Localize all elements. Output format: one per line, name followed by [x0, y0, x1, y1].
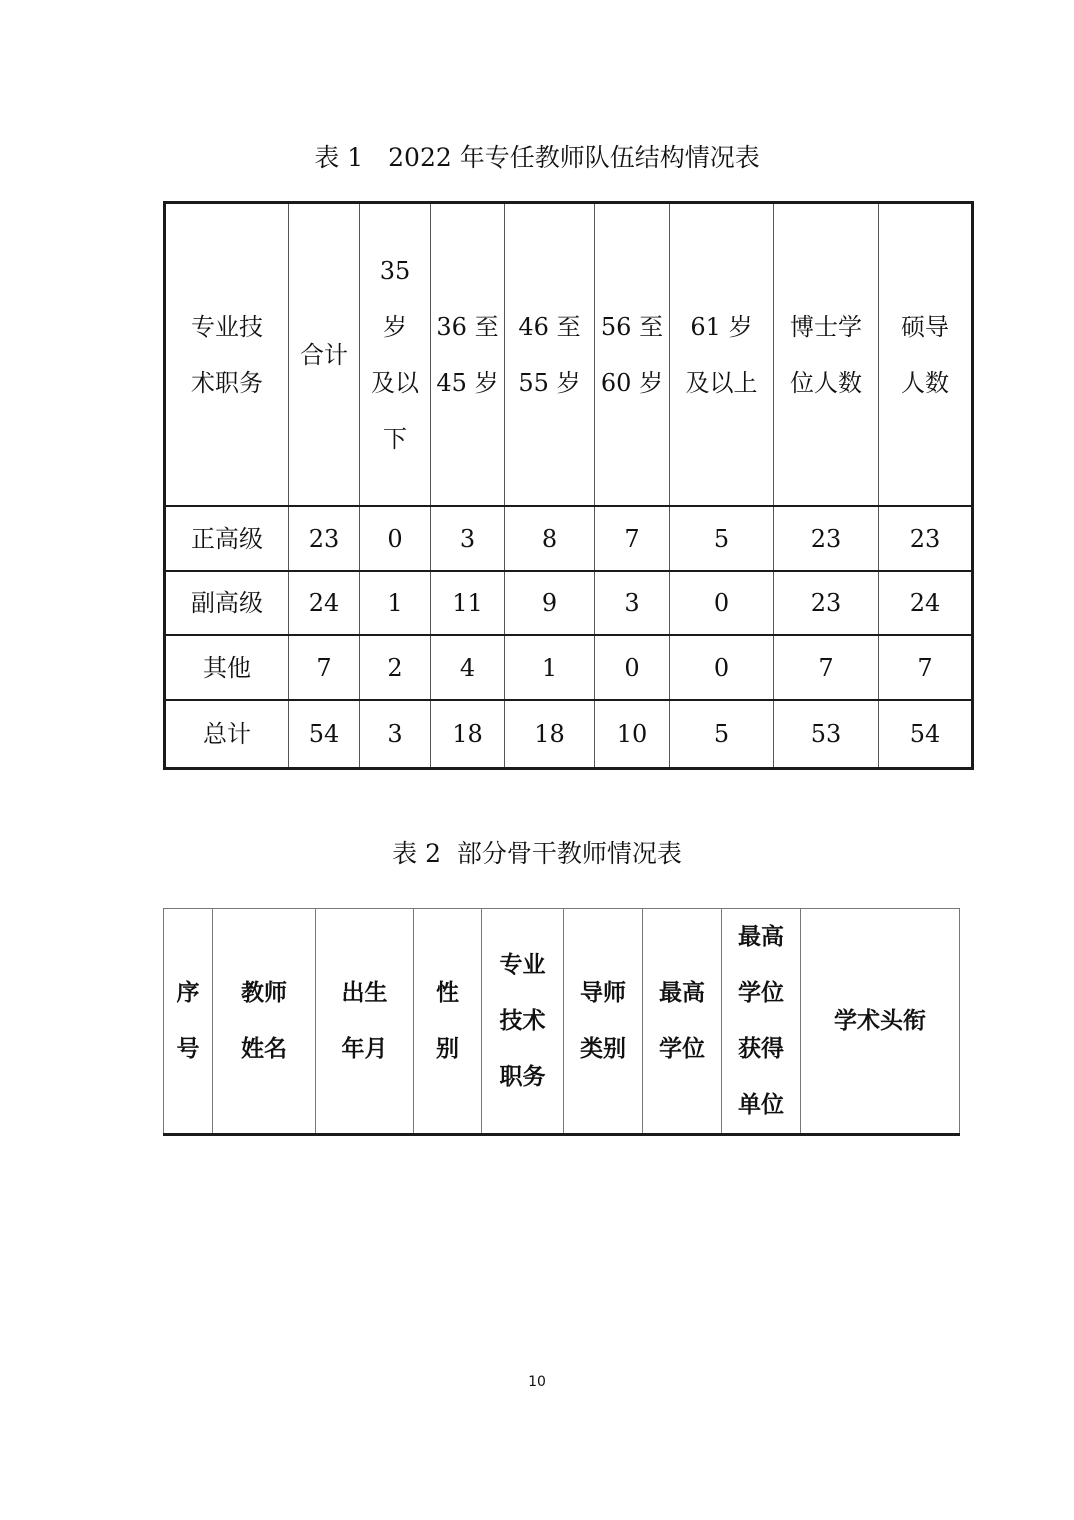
header-total: 合计: [289, 203, 360, 507]
table-cell: 5: [670, 700, 774, 769]
table2-caption: 表 2 部分骨干教师情况表: [392, 839, 682, 868]
table-cell: 7: [595, 506, 670, 571]
table-cell: 18: [431, 700, 505, 769]
table-cell: 54: [879, 700, 973, 769]
header-age-36-45: 36 至 45 岁: [431, 203, 505, 507]
table-cell: 5: [670, 506, 774, 571]
table-cell: 0: [670, 571, 774, 635]
table-cell: 24: [879, 571, 973, 635]
table-cell: 1: [505, 635, 595, 700]
row-label: 正高级: [165, 506, 289, 571]
table-cell: 11: [431, 571, 505, 635]
teacher-structure-table: [163, 201, 974, 770]
row-label: 其他: [165, 635, 289, 700]
header-professional-title: 专业 技术 职务: [482, 909, 564, 1135]
table-cell: 3: [360, 700, 431, 769]
header-index: 序 号: [164, 909, 213, 1135]
table-cell: 24: [289, 571, 360, 635]
table-row: [165, 506, 973, 571]
table-row: [165, 635, 973, 700]
table-cell: 8: [505, 506, 595, 571]
table-row: [165, 700, 973, 769]
table-cell: 7: [879, 635, 973, 700]
table-cell: 23: [289, 506, 360, 571]
row-label: 总计: [165, 700, 289, 769]
table-cell: 2: [360, 635, 431, 700]
table-row: [165, 571, 973, 635]
key-teachers-table: [163, 908, 960, 1136]
table-cell: 3: [595, 571, 670, 635]
header-highest-degree: 最高 学位: [643, 909, 722, 1135]
header-supervisor-type: 导师 类别: [564, 909, 643, 1135]
table-cell: 9: [505, 571, 595, 635]
header-age-46-55: 46 至 55 岁: [505, 203, 595, 507]
header-age-61-over: 61 岁 及以上: [670, 203, 774, 507]
header-title: 专业技 术职务: [165, 203, 289, 507]
header-gender: 性 别: [414, 909, 482, 1135]
table-cell: 0: [360, 506, 431, 571]
header-age-56-60: 56 至 60 岁: [595, 203, 670, 507]
table-cell: 3: [431, 506, 505, 571]
header-masters-supervisors: 硕导 人数: [879, 203, 973, 507]
header-degree-institution: 最高 学位 获得 单位: [722, 909, 801, 1135]
page-number: 10: [528, 1374, 546, 1390]
table-cell: 18: [505, 700, 595, 769]
table-cell: 10: [595, 700, 670, 769]
header-teacher-name: 教师 姓名: [213, 909, 316, 1135]
table-cell: 54: [289, 700, 360, 769]
table-cell: 4: [431, 635, 505, 700]
table1-header-row: [165, 203, 973, 507]
table-cell: 7: [289, 635, 360, 700]
table-cell: 53: [774, 700, 879, 769]
table-cell: 0: [595, 635, 670, 700]
table-cell: 1: [360, 571, 431, 635]
table2-header-row: [164, 909, 960, 1135]
header-doctorate: 博士学 位人数: [774, 203, 879, 507]
header-age-35-under: 35 岁 及以 下: [360, 203, 431, 507]
table-cell: 23: [879, 506, 973, 571]
row-label: 副高级: [165, 571, 289, 635]
table-cell: 7: [774, 635, 879, 700]
table1-caption: 表 1 2022 年专任教师队伍结构情况表: [314, 143, 760, 172]
table-cell: 23: [774, 571, 879, 635]
header-birth-date: 出生 年月: [316, 909, 414, 1135]
table-cell: 0: [670, 635, 774, 700]
header-academic-title: 学术头衔: [801, 909, 960, 1135]
table-cell: 23: [774, 506, 879, 571]
